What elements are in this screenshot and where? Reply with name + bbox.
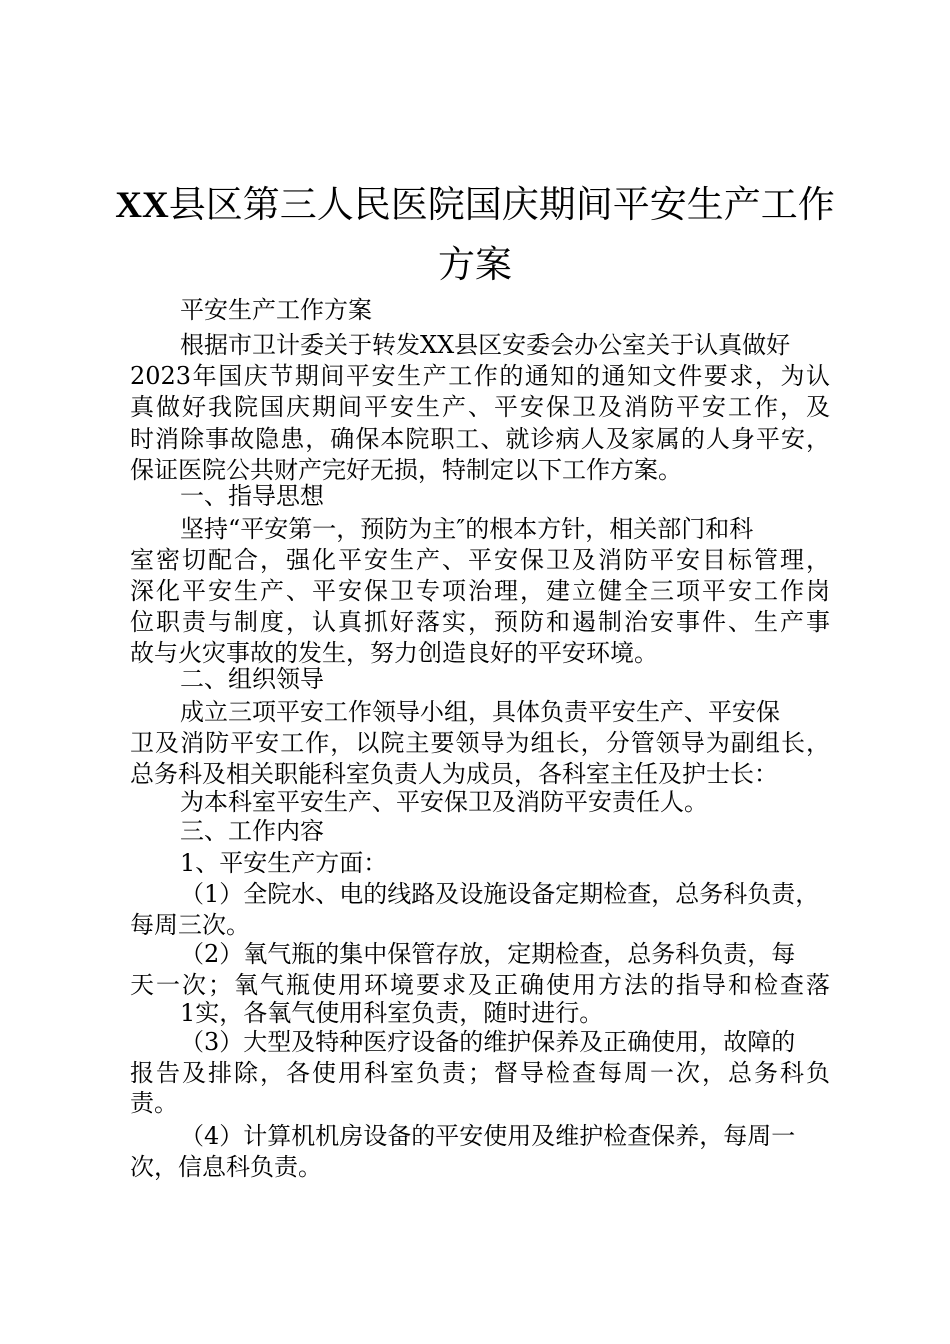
section-heading: 二、组织领导 [180, 665, 324, 693]
paragraph-line: 时消除事故隐患，确保本院职工、就诊病人及家属的人身平安， [130, 425, 830, 453]
paragraph-line: 坚持“平安第一，预防为主″的根本方针，相关部门和科 [180, 515, 754, 543]
list-item-line: 报告及排除，各使用科室负责；督导检查每周一次，总务科负 [130, 1059, 830, 1087]
paragraph-line: 室密切配合，强化平安生产、平安保卫及消防平安目标管理， [130, 546, 830, 574]
paragraph-line: 故与火灾事故的发生，努力创造良好的平安环境。 [130, 639, 658, 667]
title-prefix: XX [115, 185, 169, 226]
section-heading: 三、工作内容 [180, 817, 324, 845]
title-line-1: 县区第三人民医院国庆期间平安生产工作 [168, 183, 835, 226]
list-item-line: （1）全院水、电的线路及设施设备定期检查，总务科负责， [180, 880, 820, 908]
list-item-line: 次，信息科负责。 [130, 1153, 322, 1181]
paragraph-line: 为本科室平安生产、平安保卫及消防平安责任人。 [180, 788, 708, 816]
list-item-line: （2）氧气瓶的集中保管存放，定期检查，总务科负责，每 [180, 940, 796, 968]
paragraph-line: 总务科及相关职能科室负责人为成员，各科室主任及护士长： [130, 760, 778, 788]
paragraph-line: 位职责与制度，认真抓好落实，预防和遏制治安事件、生产事 [130, 608, 830, 636]
section-heading: 一、指导思想 [180, 482, 324, 510]
document-title-line-2: 方案 [438, 243, 512, 286]
list-item-line: （3）大型及特种医疗设备的维护保养及正确使用，故障的 [180, 1028, 796, 1056]
list-item-line: （4）计算机机房设备的平安使用及维护检查保养，每周一 [180, 1122, 796, 1150]
paragraph-line: 成立三项平安工作领导小组，具体负责平安生产、平安保 [180, 698, 780, 726]
document-title [80, 183, 870, 226]
list-item-line: 天一次；氧气瓶使用环境要求及正确使用方法的指导和检查落 [130, 971, 830, 999]
list-item-line: 责。 [130, 1089, 178, 1117]
list-item-line: 1实，各氧气使用科室负责，随时进行。 [180, 999, 604, 1027]
subsection-heading: 1、平安生产方面： [180, 849, 388, 877]
paragraph-line: 根据市卫计委关于转发XX县区安委会办公室关于认真做好 [180, 331, 791, 359]
subtitle: 平安生产工作方案 [180, 296, 372, 324]
paragraph-line: 保证医院公共财产完好无损，特制定以下工作方案。 [130, 456, 682, 484]
paragraph-line: 深化平安生产、平安保卫专项治理，建立健全三项平安工作岗 [130, 577, 830, 605]
paragraph-line: 真做好我院国庆期间平安生产、平安保卫及消防平安工作，及 [130, 393, 830, 421]
paragraph-line: 2023年国庆节期间平安生产工作的通知的通知文件要求，为认 [130, 362, 830, 390]
paragraph-line: 卫及消防平安工作，以院主要领导为组长，分管领导为副组长， [130, 729, 830, 757]
list-item-line: 每周三次。 [130, 911, 250, 939]
